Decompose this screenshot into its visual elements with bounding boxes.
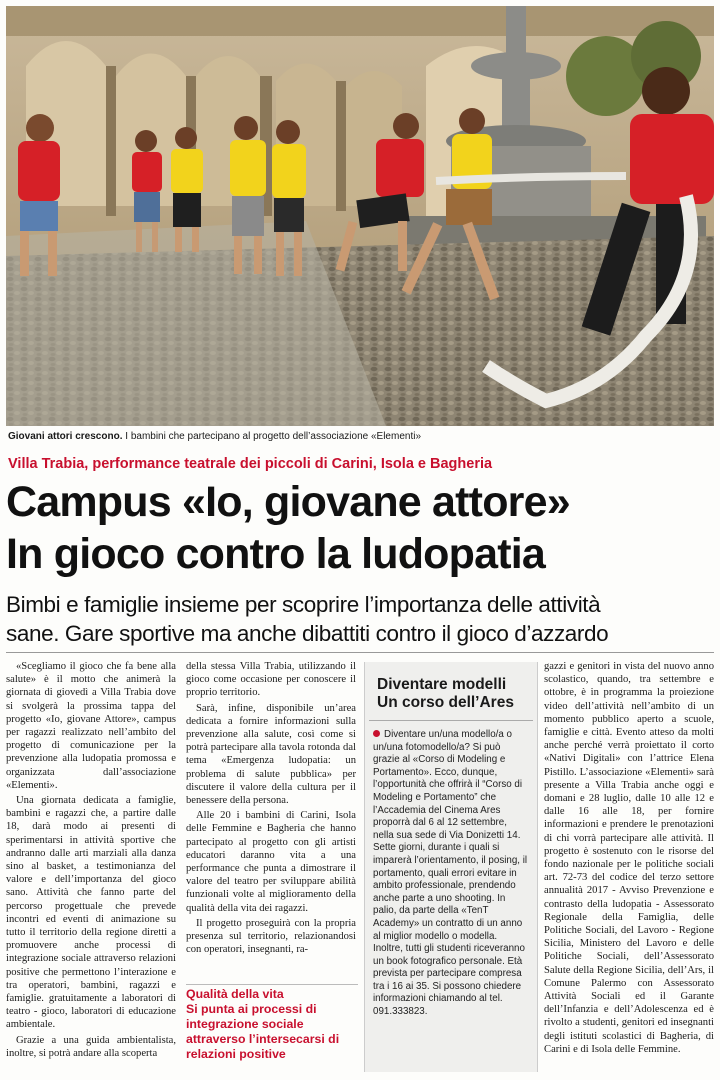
paragraph: Sarà, infine, disponibile un’area dedicata a fornire informazioni sulla prevenzione alla salute, così come si potrà partecipare alla tavola rotonda dal tema «Emergenza ludopatia: un problema di salute pubblica» per discutere il valore della cultura per il benessere della persona. xyxy=(186,702,356,807)
article-photo xyxy=(6,6,714,426)
headline-line-2: In gioco contro la ludopatia xyxy=(6,530,545,578)
article-subhead xyxy=(6,590,718,648)
sidebar-text: Diventare un/una modello/a o un/una fotomodello/a? Si può grazie al «Corso di Modeling e Portamento». Ecco, dunque, l’opportunità che offrirà il “Corso di Modeling e Portamento” che l’Accademia del Cinema Ares proporrà dal 6 al 12 settembre, nella sua sede di Via Donizetti 14. Sette giorni, durante i quali si imparerà l’orientamento, il posing, il portamento, quali errori evitare in ambito professionale, prendendo anche parte a uno shooting. In palio, da parte della «TenT Academy» un contratto di un anno al miglior modello o modella. Inoltre, tutti gli studenti riceveranno un book fotografico personale. Età prevista per partecipare compresa tra i 16 ai 35. Si possono chiedere informazioni chiamando al tel. 091.333823. xyxy=(373,729,528,1018)
subhead-line-2: sane. Gare sportive ma anche dibattiti contro il gioco d’azzardo xyxy=(6,621,609,646)
pull-quote-text: Si punta ai processi di integrazione sociale attraverso l’intersecarsi di relazioni positive xyxy=(186,1002,340,1061)
children-courtyard-illustration xyxy=(6,6,714,426)
photo-caption xyxy=(8,430,712,443)
paragraph: della stessa Villa Trabia, utilizzando il gioco come occasione per conoscere il proprio territorio. xyxy=(186,661,356,699)
article-column-2 xyxy=(186,660,356,958)
headline-line-1: Campus «Io, giovane attore» xyxy=(6,478,570,526)
paragraph: Grazie a una guida ambientalista, inoltre, si potrà andare alla scoperta xyxy=(6,1034,176,1059)
caption-bold: Giovani attori crescono. xyxy=(8,431,123,442)
article-headline xyxy=(6,476,714,580)
paragraph: Una giornata dedicata a famiglie, bambini e ragazzi che, a partire dalle 18, darà modo ai presenti di sperimentarsi in attività sportive che andranno dalle arti marziali alla danza sino al basket, a testimonianza del valore e dell’importanza del gioco sano. Attività che fanno parte del percorso progettuale che prevede incontri ed eventi di animazione su tutto il territorio della regione diretti a promuovere anche processi di integrazione sociale attraverso relazioni positive che permettono l’interazione e tra operatori, bambini, ragazzi e famiglie. gratuitamente a laboratori di teatro - gioco, laboratori di educazione ambientale. xyxy=(6,795,176,1031)
sidebar-title-line-2: Un corso dell’Ares xyxy=(377,694,514,711)
article-kicker: Villa Trabia, performance teatrale dei piccoli di Carini, Isola e Bagheria xyxy=(8,456,493,472)
caption-text: I bambini che partecipano al progetto dell’associazione «Elementi» xyxy=(122,431,421,442)
article-column-1 xyxy=(6,660,176,1062)
article-column-4 xyxy=(544,660,714,1058)
bullet-icon xyxy=(373,730,380,737)
sidebar-title-line-1: Diventare modelli xyxy=(377,676,507,693)
paragraph: Alle 20 i bambini di Carini, Isola delle Femmine e Bagheria che hanno partecipato al progetto con gli artisti educatori daranno vita a una performance che punta a dimostrare il valore del teatro per sviluppare abilità funzionali volte al miglioramento della qualità della vita dei ragazzi. xyxy=(186,810,356,914)
paragraph: Il progetto proseguirà con la propria presenza sul territorio, relazionandosi con operatori, insegnanti, ra- xyxy=(186,917,356,956)
sidebar-body xyxy=(365,721,537,1019)
pull-quote-title: Qualità della vita xyxy=(186,987,284,1001)
subhead-line-1: Bimbi e famiglie insieme per scoprire l’importanza delle attività xyxy=(6,592,601,617)
paragraph: gazzi e genitori in vista del nuovo anno scolastico, quando, tra settembre e ottobre, è in programma la proiezione video dell’attività nell’ambito di un momento pubblico aperto a scuole, famiglie e città. Evento atteso da molti anche perché verrà proiettato il corto «Nativi Digitali» con l’attrice Elena Pistillo. L’associazione «Elementi» sarà presente a Villa Trabia anche oggi e domani e 28 luglio, dalle 10 alle 12 e dalle 16 alle 18, per fornire informazioni e prendere le prenotazioni di chi vorrà partecipare alle attività. Il progetto è sostenuto con le risorse del fondo nazionale per le politiche sociali art. 72-73 del codice del terzo settore annualità 2017 - Avviso Prevenzione e contrasto della ludopatia - Assessorato Regionale della Famiglia, delle Politiche Sociali, del Lavoro - Regione Sicilia, Ministero del Lavoro e delle Politiche Sociali, dell’Assessorato Salute della Regione Sicilia, dell’Ars, il Comune Palermo con Assessorato Attività Sociali ed il Garante dell’Infanzia e dell’Adolescenza ed è rivolto a studenti, genitori ed insegnanti degli istituti scolastici di Bagheria, di Carini e di Isola delle Femmine. xyxy=(544,661,714,1055)
sidebar-box xyxy=(364,662,538,1072)
section-divider xyxy=(6,652,714,653)
paragraph: «Scegliamo il gioco che fa bene alla salute» è il motto che animerà la giornata di giovedì a Villa Trabia dove si svolgerà la prossima tappa del progetto «Io, giovane Attore», campus per ragazzi realizzato nell’ambito del progetto di comunicazione per la prevenzione alla ludopatia promossa e organizzata dall’associazione «Elementi». xyxy=(6,661,176,791)
sidebar-title xyxy=(369,662,533,721)
pull-quote xyxy=(186,984,358,1062)
